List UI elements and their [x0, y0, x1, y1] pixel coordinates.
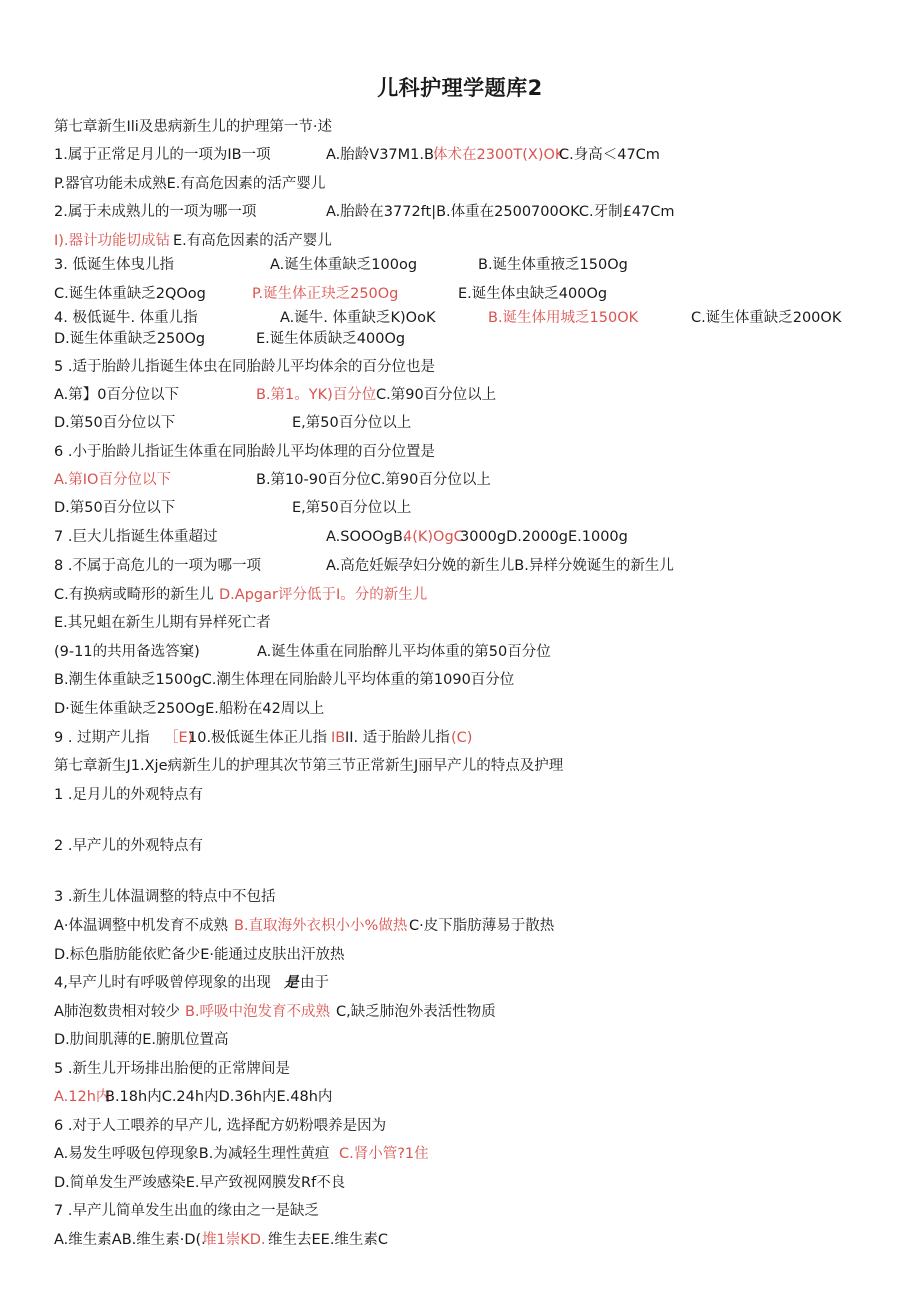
text-segment: A.诞生体重在同胎醉儿平均体重的第50百分位	[257, 644, 551, 660]
answer-highlight: B.呼吸中泡发育不成熟	[185, 1004, 331, 1020]
text-segment: D.简单发生严竣感染E.早产致视网膜发Rf不良	[54, 1175, 346, 1191]
answer-highlight: (C)	[451, 730, 473, 746]
text-segment: E.诞生体虫缺乏400Og	[458, 286, 608, 302]
answer-highlight: B.直取海外衣枳小小%做热	[234, 918, 408, 934]
text-segment: E,第50百分位以上	[292, 500, 412, 516]
text-segment: B.第10-90百分位C.第90百分位以上	[256, 472, 491, 488]
text-segment: A.胎龄在3772ft|B.体重在2500700OKC.牙制£47Cm	[326, 204, 675, 220]
text-segment: A.SOOOgB.	[326, 529, 408, 545]
text-segment: 维生去EE.维生素C	[268, 1232, 389, 1248]
text-segment: P.器官功能未成熟E.有高危因素的活产婴儿	[54, 176, 326, 192]
text-segment: D.第50百分位以下	[54, 415, 176, 431]
text-segment: 6 .对于人工喂养的早产儿, 选择配方奶粉喂养是因为	[54, 1118, 387, 1134]
text-segment: 4. 极低诞牛. 体重儿指	[54, 310, 198, 326]
text-segment: 5 .新生儿开场排出胎便的正常牌间是	[54, 1061, 290, 1077]
text-segment: D.肋间肌薄的E.腑肌位置高	[54, 1032, 229, 1048]
text-segment: A.高危妊娠孕妇分娩的新生儿B.异样分娩诞生的新生儿	[326, 558, 674, 574]
answer-highlight: 堆1崇KD.	[202, 1232, 266, 1248]
text-segment: 由于	[300, 975, 329, 991]
text-segment: D.诞生体重缺乏250Og	[54, 331, 206, 347]
answer-highlight: D.Apgar评分低于I。分的新生儿	[219, 587, 428, 603]
text-segment: C·皮下脂肪薄易于散热	[409, 918, 555, 934]
text-segment: 10.极低诞生体正儿指	[188, 730, 328, 746]
text-segment: 3000gD.2000gE.1000g	[460, 529, 628, 545]
text-segment: A.诞生体重缺乏100og	[270, 257, 418, 273]
answer-highlight: B.第1。YK)百分位	[256, 387, 377, 403]
text-segment: B.诞生体重掖乏150Og	[478, 257, 628, 273]
answer-highlight: P.诞生体正玦乏250Og	[252, 286, 399, 302]
answer-highlight: IB	[331, 730, 346, 746]
page-title: 儿科护理学题库2	[377, 76, 543, 100]
text-segment: E.诞生体质缺乏400Og	[256, 331, 406, 347]
text-segment: E.其兄蛆在新生儿期有异样死亡者	[54, 615, 271, 631]
text-segment: 4,早产儿时有呼吸曾停现象的出现	[54, 975, 271, 991]
text-segment: 8 .不属于高危儿的一项为哪一项	[54, 558, 261, 574]
text-segment: B.潮生体重缺乏1500gC.潮生体理在同胎龄儿平均体重的第1090百分位	[54, 672, 515, 688]
answer-highlight: A.12h内	[54, 1089, 111, 1105]
answer-highlight: C.肾小管?1住	[339, 1146, 429, 1162]
answer-highlight: I).器计功能切成钻	[54, 233, 171, 249]
text-segment: C.第90百分位以上	[376, 387, 497, 403]
text-segment: 2.属于未成熟儿的一项为哪一项	[54, 204, 257, 220]
text-segment: 2 .早产儿的外观特点有	[54, 838, 203, 854]
text-segment: B.18h内C.24h内D.36h内E.48h内	[105, 1089, 333, 1105]
text-segment: 7 .巨大儿指诞生体重超过	[54, 529, 218, 545]
text-segment: E,第50百分位以上	[292, 415, 412, 431]
text-segment: 是	[284, 975, 299, 991]
text-segment: C.有换病或畸形的新生儿	[54, 587, 214, 603]
text-segment: 第七章新生J1.Xje病新生儿的护理其次节第三节正常新生J丽早产儿的特点及护理	[54, 758, 564, 774]
text-segment: D.第50百分位以下	[54, 500, 176, 516]
text-segment: 7 .早产儿简单发生出血的缘由之一是缺乏	[54, 1203, 319, 1219]
text-segment: 3. 低诞生体曳儿指	[54, 257, 174, 273]
text-segment: A.胎龄V37M1.B.	[326, 147, 439, 163]
text-segment: 1 .足月儿的外观特点有	[54, 787, 203, 803]
text-segment: D·诞生体重缺乏250OgE.船粉在42周以上	[54, 701, 325, 717]
text-segment: 第七章新生Ili及患病新生儿的护理第一节·述	[54, 119, 332, 135]
text-segment: 1.属于正常足月儿的一项为IB一项	[54, 147, 271, 163]
answer-highlight: 4(K)OgC	[403, 529, 464, 545]
text-segment: C,缺乏肺泡外表活性物质	[336, 1004, 496, 1020]
text-segment: C.诞生体重缺乏200OK	[691, 310, 842, 326]
text-segment: C.诞生体重缺乏2QOog	[54, 286, 206, 302]
text-segment: A.维生素AB.维生素·D(.	[54, 1232, 206, 1248]
answer-highlight: B.诞生体用城乏150OK	[488, 310, 639, 326]
text-segment: 5 .适于胎龄儿指诞生体虫在同胎龄儿平均体余的百分位也是	[54, 359, 435, 375]
text-segment: 3 .新生儿体温调整的特点中不包括	[54, 889, 276, 905]
answer-highlight: ［E)	[164, 730, 194, 746]
text-segment: A.第】0百分位以下	[54, 387, 179, 403]
text-segment: A.诞牛. 体重缺乏K)OoK	[280, 310, 436, 326]
text-segment: (9-11的共用备选答窠)	[54, 644, 200, 660]
text-segment: A肺泡数贵相对较少	[54, 1004, 180, 1020]
text-segment: II. 适于胎龄儿指	[345, 730, 450, 746]
text-segment: E.有高危因素的活产婴儿	[173, 233, 332, 249]
answer-highlight: 体术在2300T(X)OK	[433, 147, 565, 163]
text-segment: 9 . 过期产儿指	[54, 730, 150, 746]
answer-highlight: A.第IO百分位以下	[54, 472, 171, 488]
text-segment: D.标色脂肪能依贮备少E·能通过皮肤出汗放热	[54, 947, 345, 963]
text-segment: C.身高＜47Cm	[559, 147, 660, 163]
text-segment: A·体温调整中机发育不成熟	[54, 918, 229, 934]
text-segment: 6 .小于胎龄儿指证生体重在同胎龄儿平均体理的百分位置是	[54, 444, 435, 460]
text-segment: A.易发生呼吸包停现象B.为减轻生理性黄疸	[54, 1146, 330, 1162]
